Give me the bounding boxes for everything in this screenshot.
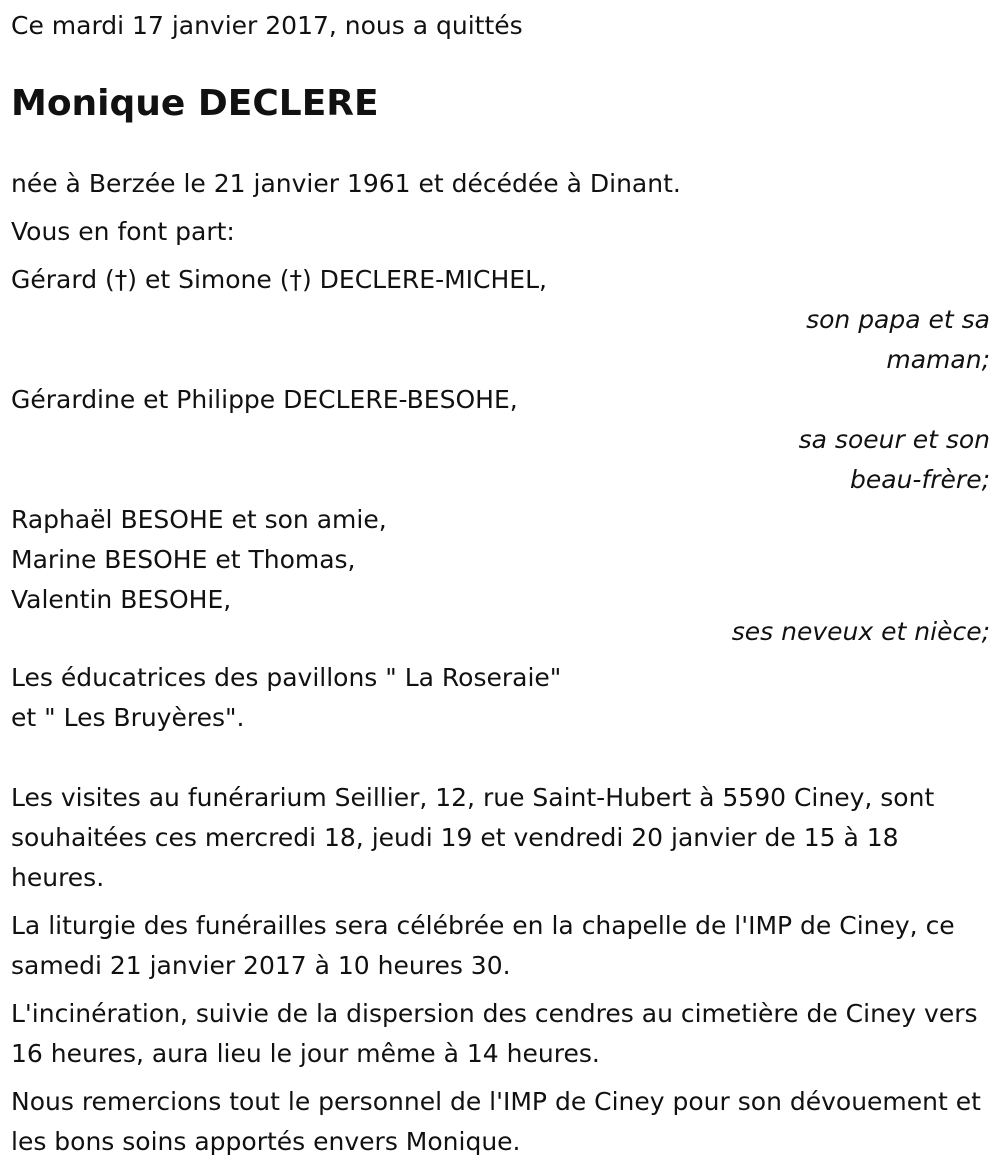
family-group bbox=[11, 658, 990, 738]
family-line: Les éducatrices des pavillons " La Roseraie" bbox=[11, 663, 562, 692]
family-group bbox=[11, 260, 990, 380]
deceased-name: Monique DECLERE bbox=[11, 83, 379, 124]
birth-death-line: née à Berzée le 21 janvier 1961 et décédée à Dinant. bbox=[11, 169, 681, 198]
liturgy-paragraph: La liturgie des funérailles sera célébrée en la chapelle de l'IMP de Ciney, ce samedi 21 janvier 2017 à 10 heures 30. bbox=[11, 911, 955, 980]
family-line: Gérard (†) et Simone (†) DECLERE-MICHEL, bbox=[11, 265, 547, 294]
family-line: Gérardine et Philippe DECLERE-BESOHE, bbox=[11, 385, 518, 414]
family-line: Valentin BESOHE, bbox=[11, 585, 232, 614]
family-relation: sa soeur et son beau-frère; bbox=[798, 425, 990, 494]
intro-line: Ce mardi 17 janvier 2017, nous a quittés bbox=[11, 11, 523, 40]
family-relation: son papa et sa maman; bbox=[806, 305, 990, 374]
incineration-paragraph: L'incinération, suivie de la dispersion des cendres au cimetière de Ciney vers 16 heures, aura lieu le jour même à 14 heures. bbox=[11, 999, 978, 1068]
family-relation: ses neveux et nièce; bbox=[731, 617, 990, 646]
announce-line: Vous en font part: bbox=[11, 217, 235, 246]
family-line: Marine BESOHE et Thomas, bbox=[11, 545, 356, 574]
family-line: Raphaël BESOHE et son amie, bbox=[11, 505, 387, 534]
thanks-paragraph: Nous remercions tout le personnel de l'IMP de Ciney pour son dévouement et les bons soins apportés envers Monique. bbox=[11, 1087, 981, 1156]
family-group bbox=[11, 380, 990, 500]
family-line: et " Les Bruyères". bbox=[11, 703, 245, 732]
visits-paragraph: Les visites au funérarium Seillier, 12, rue Saint-Hubert à 5590 Ciney, sont souhaitées ces mercredi 18, jeudi 19 et vendredi 20 janvier de 15 à 18 heures. bbox=[11, 783, 935, 892]
family-group bbox=[11, 500, 990, 644]
